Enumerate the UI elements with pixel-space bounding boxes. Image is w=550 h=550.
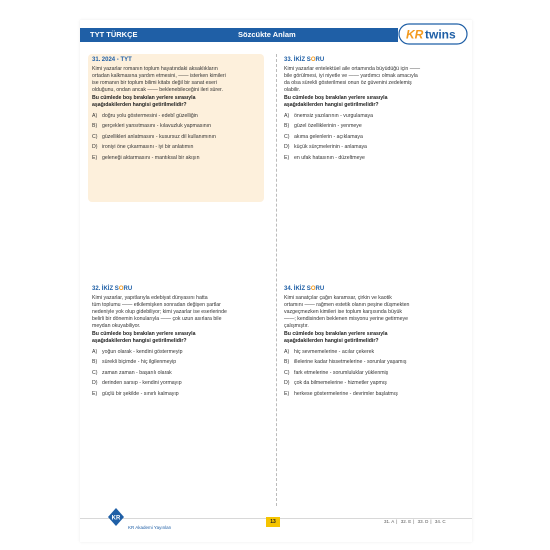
answer-key-item: 34. C — [434, 519, 446, 524]
option-letter: C) — [92, 369, 98, 376]
stem-line: ortadan kalkmasına yardım etmesini, —— isterken kimileri — [92, 73, 226, 79]
stem-line: ortamını —— rağmen estetik olanın peşine düşmekten — [284, 302, 410, 308]
q34-number: 34. — [284, 286, 293, 292]
workbook-page — [80, 20, 472, 542]
stem-line: Kimi yazarlar entelektüel aile ortamında büyüdüğü için —— — [284, 66, 421, 72]
q34-option-b[interactable] — [284, 359, 464, 366]
q31-option-d[interactable] — [92, 144, 262, 151]
answer-key-item: 33. D — [417, 519, 429, 524]
q34-stem — [284, 295, 464, 330]
q31-option-b[interactable] — [92, 123, 262, 130]
column-divider — [276, 54, 277, 506]
option-text: illelerine kadar hissetmelerine - sorunlar yaşamış — [294, 359, 407, 365]
option-text: geleneği aktarmasını - mantıksal bir akışın — [102, 154, 200, 161]
q31-option-a[interactable] — [92, 113, 262, 120]
q34-option-a[interactable] — [284, 349, 464, 356]
kr-publisher-logo-icon — [108, 508, 124, 526]
tag-text: İKİZ S — [293, 57, 311, 63]
ikiz-soru-tag — [102, 286, 132, 292]
option-letter: A) — [92, 112, 98, 119]
q31-exam-tag: 2024 - TYT — [101, 57, 132, 63]
question-31 — [92, 57, 262, 162]
option-letter: C) — [284, 369, 290, 376]
option-text: derinden sarsıp - kendini yormayıp — [102, 380, 182, 386]
svg-text:KR: KR — [111, 515, 121, 522]
stem-line: tüm toplumu —— etkilemişken sonradan değişen şartlar — [92, 302, 221, 308]
q33-number: 33. — [284, 57, 293, 63]
q31-option-c[interactable] — [92, 134, 262, 141]
tag-text: RU — [315, 286, 325, 292]
subject-title: TYT TÜRKÇE — [90, 30, 138, 39]
q32-option-c[interactable] — [92, 370, 268, 377]
option-text: ironiyi öne çıkarmasını - iyi bir anlatımın — [102, 144, 194, 150]
option-text: yoğun olarak - kendini göstermeyip — [102, 348, 183, 355]
option-letter: B) — [92, 359, 98, 365]
stem-line: meydan okuyabiliyor. — [92, 323, 141, 329]
svg-text:KR: KR — [406, 27, 424, 42]
q32-option-a[interactable] — [92, 349, 268, 356]
q33-stem — [284, 66, 464, 94]
option-text: önemsiz yazılarının - vurgulamaya — [294, 112, 373, 119]
tag-o-glyph: O — [118, 286, 124, 292]
option-letter: B) — [284, 359, 290, 365]
option-letter: E) — [92, 154, 98, 161]
prompt-line: aşağıdakilerden hangisi getirilmelidir? — [284, 338, 379, 344]
q33-option-c[interactable] — [284, 134, 464, 141]
prompt-line: Bu cümlede boş bırakılan yerlere sırasıyla — [284, 331, 388, 337]
prompt-line: aşağıdakilerden hangisi getirilmelidir? — [92, 338, 187, 344]
option-text: çok da bilmemelerine - hizmetler yapmış — [294, 380, 387, 386]
stem-line: Kimi sanatçılar çağın karamsar, çirkin ve kaotik — [284, 295, 392, 301]
stem-line: olduğunu, ondan ancak —— beklenebileceğini ileri sürer. — [92, 87, 223, 93]
option-text: doğru yolu göstermesini - edebî güzelliğin — [102, 112, 198, 119]
question-32 — [92, 286, 268, 398]
kr-twins-logo — [398, 22, 468, 46]
q32-number: 32. — [92, 286, 101, 292]
option-letter: E) — [92, 390, 98, 397]
stem-line: çalışmıştır. — [284, 323, 309, 329]
option-text: güzel özelliklerinin - yenmeye — [294, 123, 362, 129]
ikiz-soru-tag — [294, 286, 324, 292]
option-letter: D) — [284, 144, 290, 150]
option-text: herkese göstermelerine - devrimler başlatmış — [294, 390, 398, 397]
prompt-line: Bu cümlede boş bırakılan yerlere sırasıyla — [284, 95, 388, 101]
publisher-name: KR Akademi Yayınları — [128, 525, 172, 530]
q33-option-b[interactable] — [284, 123, 464, 130]
option-letter: C) — [92, 133, 98, 140]
answer-key-item: 31. A — [384, 519, 395, 524]
stem-line: bile görülmesi, iyi niyetle ve —— yardımcı olmak amacıyla — [284, 73, 418, 79]
q33-option-d[interactable] — [284, 144, 464, 151]
option-letter: D) — [284, 380, 290, 386]
stem-line: belirli bir dönemin konularıyla —— çok uzun asırlara bile — [92, 316, 222, 322]
q34-option-c[interactable] — [284, 370, 464, 377]
tag-o-glyph: O — [310, 57, 316, 63]
stem-line: ise romanın bir toplum bilimi kitabı değil bir sanat eseri — [92, 80, 217, 86]
tag-text: RU — [315, 57, 325, 63]
option-text: zaman zaman - başarılı olarak — [102, 369, 172, 376]
q32-option-d[interactable] — [92, 380, 268, 387]
option-text: gerçekleri yansıtmasını - kılavuzluk yapmasının — [102, 123, 211, 129]
page-header — [80, 28, 472, 42]
tag-text: İKİZ S — [293, 286, 311, 292]
q31-number: 31. — [92, 57, 101, 63]
question-34 — [284, 286, 464, 398]
option-letter: D) — [92, 144, 98, 150]
q32-prompt — [92, 331, 268, 345]
question-33 — [284, 57, 464, 162]
option-letter: D) — [92, 380, 98, 386]
q33-prompt — [284, 95, 464, 109]
stem-line: olabilir. — [284, 87, 301, 93]
stem-line: nedeniyle yok olup gidebiliyor; kimi yazarlar ise eserlerinde — [92, 309, 227, 315]
q32-option-b[interactable] — [92, 359, 268, 366]
option-text: hiç sevmemelerine - acılar çekerek — [294, 348, 375, 355]
option-letter: A) — [284, 112, 290, 119]
stem-line: Kimi yazarlar, yapıtlarıyla edebiyat dünyasını hatta — [92, 295, 208, 301]
q31-option-e[interactable] — [92, 155, 262, 162]
option-text: küçük sürçmelerinin - anlamaya — [294, 144, 367, 150]
q31-stem — [92, 66, 262, 94]
prompt-line: Bu cümlede boş bırakılan yerlere sırasıyla — [92, 95, 196, 101]
q34-option-e[interactable] — [284, 391, 464, 398]
prompt-line: Bu cümlede boş bırakılan yerlere sırasıyla — [92, 331, 196, 337]
tag-text: RU — [123, 286, 133, 292]
stem-line: Kimi yazarlar romanın toplum hayatındaki aksaklıkların — [92, 66, 218, 72]
option-letter: B) — [92, 123, 98, 129]
q34-option-d[interactable] — [284, 380, 464, 387]
stem-line: vazgeçmezken kimileri ise toplum karşısında büyük — [284, 309, 402, 315]
q31-prompt — [92, 95, 262, 109]
ikiz-soru-tag — [294, 57, 324, 63]
topic-title: Sözcükte Anlam — [238, 30, 296, 39]
tag-o-glyph: O — [310, 286, 316, 292]
q32-stem — [92, 295, 268, 330]
stem-line: ——; kendisinden beklenen misyonu yerine getirmeye — [284, 316, 408, 322]
option-letter: E) — [284, 154, 290, 161]
option-letter: A) — [92, 348, 98, 355]
page-number-badge: 13 — [266, 517, 280, 527]
option-letter: C) — [284, 133, 290, 140]
q33-option-a[interactable] — [284, 113, 464, 120]
option-letter: B) — [284, 123, 290, 129]
option-letter: A) — [284, 348, 290, 355]
q33-option-e[interactable] — [284, 155, 464, 162]
tag-text: İKİZ S — [101, 286, 119, 292]
q32-option-e[interactable] — [92, 391, 268, 398]
stem-line: da olsa sürekli gösterilmesi onun öz güvenini zedelemiş — [284, 80, 412, 86]
option-letter: E) — [284, 390, 290, 397]
option-text: en ufak hatasının - düzeltmeye — [294, 154, 365, 161]
option-text: sürekli biçimde - hiç ilgilenmeyip — [102, 359, 177, 365]
prompt-line: aşağıdakilerden hangisi getirilmelidir? — [92, 102, 187, 108]
option-text: güzellikleri anlatmasını - kusursuz dil kullanımının — [102, 133, 216, 140]
prompt-line: aşağıdakilerden hangisi getirilmelidir? — [284, 102, 379, 108]
q34-prompt — [284, 331, 464, 345]
option-text: akıma gelenlerin - açıklamaya — [294, 133, 363, 140]
option-text: güçlü bir şekilde - sınırlı kalmayıp — [102, 390, 179, 397]
answer-key-item: 32. E — [400, 519, 412, 524]
option-text: fark etmelerine - sorumluluklar yüklenmiş — [294, 369, 389, 376]
svg-text:twins: twins — [425, 27, 456, 42]
answer-key: 31. A | 32. E | 33. D | 34. C — [384, 519, 446, 524]
